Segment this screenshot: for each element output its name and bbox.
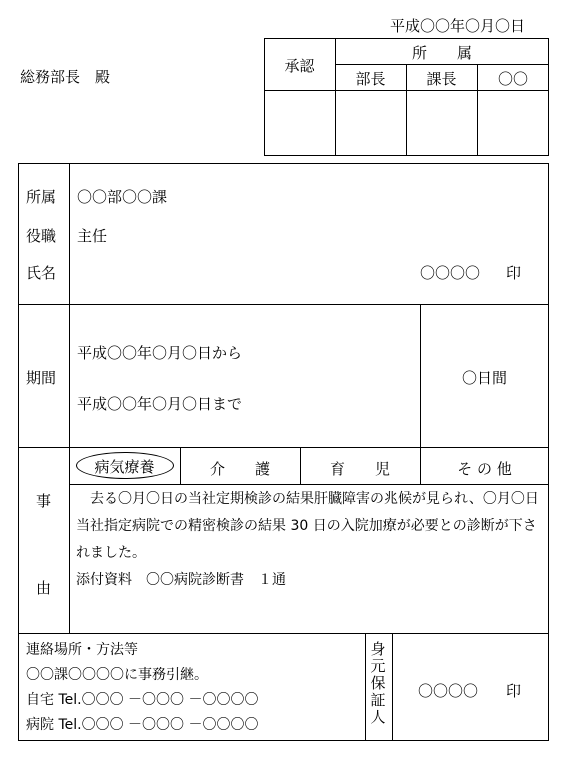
guarantor-name: 〇〇〇〇 [418,682,479,700]
affiliation-label: 所属 [26,188,57,206]
approver-other: 〇〇 [497,70,528,88]
period-to: 平成〇〇年〇月〇日まで [77,395,243,413]
period-days: 〇日間 [461,369,507,387]
contact-hospital-phone: 病院 Tel.〇〇〇 －〇〇〇 －〇〇〇〇 [26,717,259,733]
position-value: 主任 [77,227,108,245]
contact-handover: 〇〇課〇〇〇〇に事務引継。 [26,667,208,683]
reason-option-sick-leave: 病気療養 [94,458,155,476]
attachment-note: 添付資料 〇〇病院診断書 １通 [76,572,286,588]
period-label: 期間 [26,369,57,387]
name-label: 氏名 [26,264,57,282]
reason-label-bottom: 由 [36,579,52,597]
period-from: 平成〇〇年〇月〇日から [77,344,243,362]
reason-text: 去る〇月〇日の当社定期検診の結果肝臓障害の兆候が見られ、〇月〇日当社指定病院での精密検診の結果 30 日の入院加療が必要との診断が下されました。 [76,491,539,561]
reason-option-other: そ の 他 [457,460,512,478]
affiliation-value: 〇〇部〇〇課 [77,188,168,206]
document-date: 平成〇〇年〇月〇日 [390,17,526,35]
addressee: 総務部長 殿 [20,68,111,86]
contact-title: 連絡場所・方法等 [26,642,138,658]
approval-label: 承認 [284,57,315,75]
approver-section-head: 課長 [426,70,457,88]
reason-label-top: 事 [36,492,52,510]
reason-option-childcare: 育 児 [329,460,390,478]
department-header: 所 属 [411,44,472,62]
position-label: 役職 [26,227,57,245]
reason-option-nursing-care: 介 護 [209,460,270,478]
approver-dept-head: 部長 [355,70,386,88]
contact-home-phone: 自宅 Tel.〇〇〇 －〇〇〇 －〇〇〇〇 [26,692,259,708]
guarantor-label: 身元保証人 [370,640,386,726]
applicant-name: 〇〇〇〇 [420,264,481,282]
applicant-seal: 印 [506,264,522,282]
guarantor-seal: 印 [506,682,522,700]
